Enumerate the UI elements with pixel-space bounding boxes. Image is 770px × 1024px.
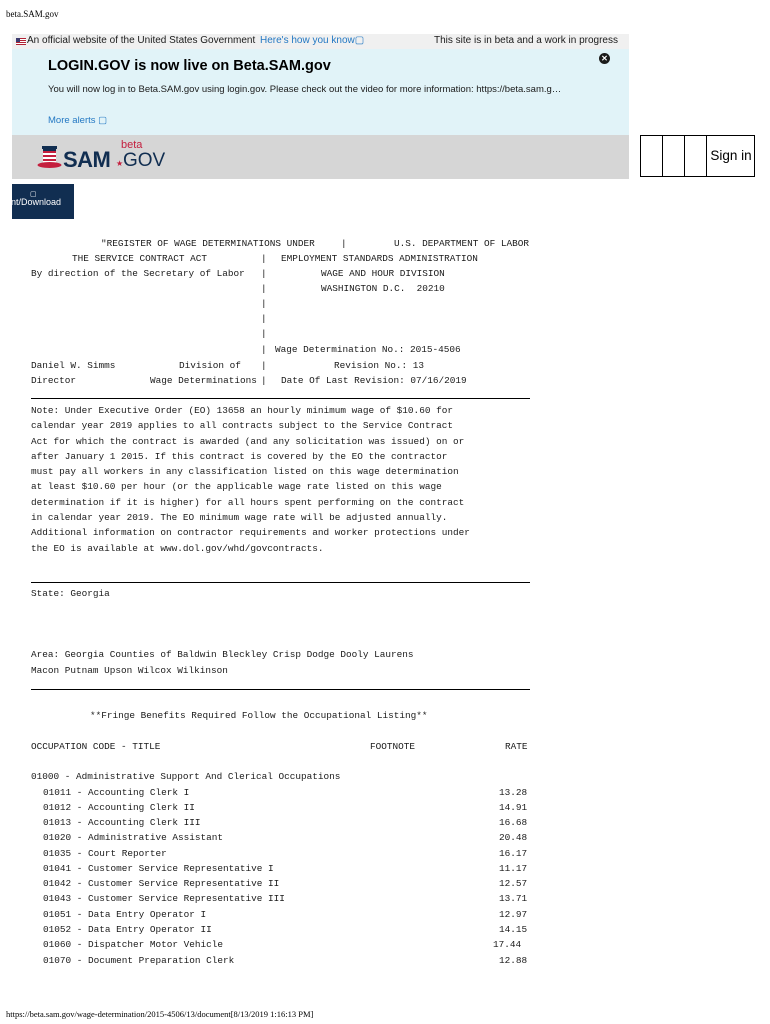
- occupation-rate: 20.48: [499, 832, 528, 843]
- area-line: Macon Putnam Upson Wilcox Wilkinson: [31, 665, 228, 676]
- us-flag-icon: [16, 38, 26, 45]
- logo-sam-text: SAM: [63, 147, 111, 172]
- alert-banner: [12, 49, 629, 135]
- divider: [31, 398, 530, 399]
- signer-name: Daniel W. Simms: [31, 360, 116, 371]
- toggle-icon: ▢: [98, 115, 108, 126]
- divider: [31, 689, 530, 690]
- official-site-text: An official website of the United States Government: [27, 35, 256, 46]
- more-alerts-link[interactable]: More alerts ▢: [48, 115, 108, 126]
- occupation-rate: 12.88: [499, 955, 528, 966]
- beta-notice: This site is in beta and a work in progress: [434, 35, 618, 46]
- chevron-down-icon: ▢: [354, 35, 365, 46]
- doc-header-separator: |: [261, 298, 267, 309]
- last-revision-date: Date Of Last Revision: 07/16/2019: [281, 375, 467, 386]
- division-text: Division of: [179, 360, 241, 371]
- print-icon: ▢: [30, 191, 37, 198]
- note-line: determination if it is higher) for all hours spent performing on the contract: [31, 497, 465, 508]
- occupation-title: 01070 - Document Preparation Clerk: [43, 955, 235, 966]
- doc-header-separator: |: [261, 268, 267, 279]
- doc-header-right: EMPLOYMENT STANDARDS ADMINISTRATION: [281, 253, 478, 264]
- column-header-footnote: FOOTNOTE: [370, 741, 416, 752]
- occupation-rate: 14.91: [499, 802, 528, 813]
- note-line: Note: Under Executive Order (EO) 13658 an hourly minimum wage of $10.60 for: [31, 405, 453, 416]
- occupation-group-heading: 01000 - Administrative Support And Clerical Occupations: [31, 771, 341, 782]
- occupation-title: 01020 - Administrative Assistant: [43, 832, 224, 843]
- how-you-know-link[interactable]: Here's how you know▢: [260, 35, 365, 46]
- state-label: State: Georgia: [31, 588, 110, 599]
- occupation-rate: 13.71: [499, 893, 528, 904]
- note-line: Additional information on contractor requirements and worker protections under: [31, 527, 470, 538]
- star-icon: ★: [116, 159, 124, 168]
- division-text: Wage Determinations: [150, 375, 257, 386]
- doc-header-separator: |: [261, 313, 267, 324]
- occupation-title: 01041 - Customer Service Representative I: [43, 863, 274, 874]
- doc-header-separator: |: [261, 328, 267, 339]
- occupation-title: 01043 - Customer Service Representative III: [43, 893, 285, 904]
- doc-header-separator: |: [261, 360, 267, 371]
- doc-header-separator: |: [341, 238, 347, 249]
- alert-title: LOGIN.GOV is now live on Beta.SAM.gov: [48, 58, 331, 74]
- occupation-rate: 16.68: [499, 817, 528, 828]
- occupation-rate: 11.17: [499, 863, 528, 874]
- occupation-title: 01011 - Accounting Clerk I: [43, 787, 190, 798]
- note-line: calendar year 2019 applies to all contracts subject to the Service Contract: [31, 420, 453, 431]
- doc-header-left: By direction of the Secretary of Labor: [31, 268, 245, 279]
- note-line: in calendar year 2019. The EO minimum wage rate will be adjusted annually.: [31, 512, 448, 523]
- doc-header-separator: |: [261, 283, 267, 294]
- doc-header-separator: |: [261, 344, 267, 355]
- occupation-rate: 12.97: [499, 909, 528, 920]
- user-nav: [640, 135, 755, 177]
- revision-number: Revision No.: 13: [334, 360, 425, 371]
- occupation-rate: 16.17: [499, 848, 528, 859]
- occupation-title: 01013 - Accounting Clerk III: [43, 817, 201, 828]
- doc-header-right: WASHINGTON D.C. 20210: [321, 283, 445, 294]
- note-line: after January 1 2015. If this contract is covered by the EO the contractor: [31, 451, 448, 462]
- occupation-rate: 14.15: [499, 924, 528, 935]
- nav-cell[interactable]: [641, 136, 663, 176]
- print-download-button[interactable]: [0, 184, 74, 219]
- logo-gov-text: GOV: [123, 150, 166, 171]
- doc-header-right: U.S. DEPARTMENT OF LABOR: [394, 238, 530, 249]
- column-header-occupation: OCCUPATION CODE - TITLE: [31, 741, 161, 752]
- note-line: the EO is available at www.dol.gov/whd/govcontracts.: [31, 543, 324, 554]
- signer-title: Director: [31, 375, 77, 386]
- print-page-footer-url: https://beta.sam.gov/wage-determination/2015-4506/13/document[8/13/2019 1:16:13 PM]: [6, 1009, 314, 1019]
- area-line: Area: Georgia Counties of Baldwin Bleckley Crisp Dodge Dooly Laurens: [31, 649, 414, 660]
- doc-header-left: THE SERVICE CONTRACT ACT: [72, 253, 208, 264]
- doc-header-separator: |: [261, 375, 267, 386]
- doc-header-right: WAGE AND HOUR DIVISION: [321, 268, 445, 279]
- note-line: Act for which the contract is awarded (and any solicitation was issued) on or: [31, 436, 465, 447]
- occupation-rate: 13.28: [499, 787, 528, 798]
- close-icon: ✕: [601, 54, 608, 63]
- fringe-benefits-note: **Fringe Benefits Required Follow the Occupational Listing**: [90, 710, 428, 721]
- print-page-header: beta.SAM.gov: [6, 9, 59, 19]
- print-download-label: Print/Download: [0, 197, 61, 207]
- occupation-title: 01042 - Customer Service Representative II: [43, 878, 280, 889]
- sign-in-button[interactable]: Sign in: [710, 148, 752, 163]
- occupation-title: 01012 - Accounting Clerk II: [43, 802, 195, 813]
- occupation-title: 01035 - Court Reporter: [43, 848, 167, 859]
- alert-message: You will now log in to Beta.SAM.gov using login.gov. Please check out the video for more information: https://beta.sam.g…: [48, 84, 562, 95]
- official-gov-banner: [12, 34, 629, 49]
- nav-cell[interactable]: [663, 136, 685, 176]
- doc-header-left: "REGISTER OF WAGE DETERMINATIONS UNDER: [101, 238, 315, 249]
- occupation-title: 01052 - Data Entry Operator II: [43, 924, 212, 935]
- logo-beta-text: beta: [121, 139, 143, 151]
- nav-cell[interactable]: [685, 136, 707, 176]
- occupation-title: 01060 - Dispatcher Motor Vehicle: [43, 939, 224, 950]
- column-header-rate: RATE: [505, 741, 528, 752]
- divider: [31, 582, 530, 583]
- note-line: at least $10.60 per hour (or the applicable wage rate listed on this wage: [31, 481, 442, 492]
- note-line: must pay all workers in any classification listed on this wage determination: [31, 466, 459, 477]
- occupation-rate: 12.57: [499, 878, 528, 889]
- close-alert-button[interactable]: [599, 53, 610, 64]
- site-header: [12, 135, 629, 179]
- occupation-title: 01051 - Data Entry Operator I: [43, 909, 207, 920]
- occupation-rate: 17.44: [493, 939, 522, 950]
- uncle-sam-hat-icon: [37, 145, 62, 169]
- wage-determination-number: Wage Determination No.: 2015-4506: [275, 344, 461, 355]
- doc-header-separator: |: [261, 253, 267, 264]
